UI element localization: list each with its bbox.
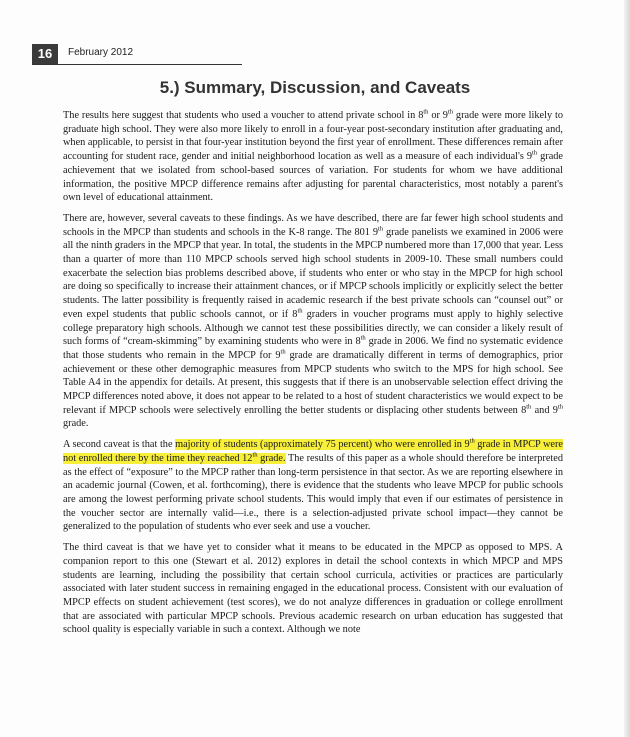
page-header [32, 44, 242, 65]
paragraph-4: The third caveat is that we have yet to consider what it means to be educated in the MPCP as opposed to MPS. A companion report to this one (Stewart et al. 2012) explores in detail the school contexts in which MPCP and MPS students are learning, including the possibility that certain school curricula, activities or practices are particularly associated with later student success in remaining engaged in the educational process. Consistent with our evaluation of MPCP effects on student achievement (test scores), we do not analyze differences in graduation or college enrollment that are associated with particular MPCP schools. Previous academic research on urban education has suggested that school quality is especially variable in such a context. Although we note [63, 542, 563, 636]
paragraph-1: The results here suggest that students who used a voucher to attend private school in 8th or 9th grade were more likely to graduate high school. They were also more likely to enroll in a four-year post-secondary institution after graduating and, when applicable, to persist in that four-year institution beyond the first year of enrollment. These differences remain after accounting for student race, gender and initial neighborhood location as well as a measure of each individual's 9th grade achievement that we isolated from school-based sources of variation. For students for whom we have additional information, the positive MPCP difference remains after adjusting for parental characteristics, most notably a parent's own level of educational attainment. [63, 108, 564, 204]
paragraph-3-start: A second caveat is that the [63, 439, 176, 451]
body-text [63, 109, 563, 644]
highlighted-text: majority of students (approximately 75 percent) who were enrolled in 9th grade in MPCP were not enrolled there by the time they reached 12th grade. [63, 437, 563, 464]
page-edge [624, 0, 630, 737]
page-number: 16 [32, 44, 58, 64]
section-title: 5.) Summary, Discussion, and Caveats [159, 78, 471, 97]
paragraph-2: There are, however, several caveats to these findings. As we have described, there are far fewer high school students and schools in the MPCP than students and schools in the K-8 range. The 801 9th grade panelists we examined in 2006 were all the ninth graders in the MPCP that year. In total, the students in the MPCP numbered more than 17,000 that year. Less than a quarter of more than 110 MPCP schools served high school students in 2009-10. These small numbers could exacerbate the selection bias problems described above, if students who enter or who stay in the MPCP for high school are doing so specifically to increase their attainment chances, or if MPCP schools implicitly or explicitly select the better students. The latter possibility is frequently raised in academic research if the best private schools can “counsel out” or even expel students that public schools cannot, or if 8th graders in voucher programs must apply to highly selective college preparatory high schools. Although we cannot test these possibilities directly, we can consider a likely result of such forms of “cream-skimming” by examining students who were in 8th grade in 2006. We find no systematic evidence that those students who remain in the MPCP for 9th grade are dramatically different in terms of demographics, prior achievement or these other demographic measures from MPCP students who switch to the MPS for high school. See Table A4 in the appendix for details. At present, this suggests that if there is an unobservable selection effect driving the MPCP differences noted above, it does not appear to be related to a host of student characteristics we would expect to be relevant if MPCP schools were selectively enrolling the better students or displacing other students between 8th and 9th grade. [63, 212, 564, 430]
paragraph-3 [63, 438, 563, 534]
page-date: February 2012 [68, 47, 134, 58]
paragraph-3-end: The results of this paper as a whole should therefore be interpreted as the effect of “exposure” to the MPCP rather than long-term persistence in that sector. As we are reporting elsewhere in an academic journal (Cowen, et al. forthcoming), there is evidence that the students who leave MPCP for public schools are among the lowest performing private school students. This would imply that even if our estimates of persistence in the voucher sector are internally valid—i.e., there is a selection-adjusted private school impact—they cannot be generalized to the population of students who ever seek and use a voucher. [63, 452, 564, 533]
